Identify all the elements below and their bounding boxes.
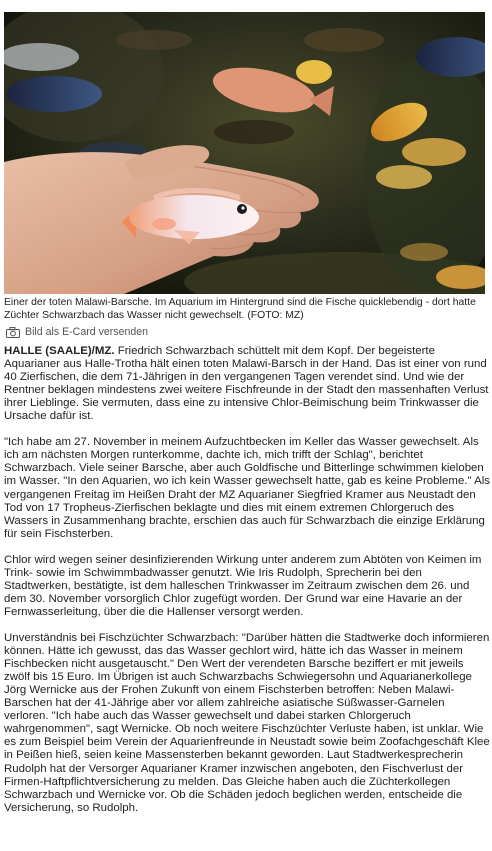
camera-icon — [6, 327, 20, 338]
photo-caption: Einer der toten Malawi-Barsche. Im Aquarium im Hintergrund sind die Fische quicklebendig - dort hatte Züchter Schwarzbach das Wasser nicht gewechselt. (FOTO: MZ) — [4, 297, 476, 321]
article-paragraph-4: Unverständnis bei Fischzüchter Schwarzbach: "Darüber hätten die Stadtwerke doch informieren können. Hätte ich gewusst, das das Wasser gechlort wird, hätte ich das Wasser in meinem Fischbecken nicht ausgetauscht." Den Wert der verendeten Barsche beziffert er mit jeweils zwölf bis 15 Euro. Im Übrigen ist auch Schwarzbachs Schwiegersohn und Aquarianerkollege Jörg Wernicke aus der Frohen Zukunft von einem Fischsterben betroffen: Neben Malawi-Barschen hat der 41-Jährige aber vor allem zahlreiche asiatische Süßwasser-Garnelen verloren. "Ich habe auch das Wasser gewechselt und dabei starken Chlorgeruch wahrgenommen", sagt Wernicke. Ob noch weitere Fischzüchter Verluste haben, ist unklar. Wie es zum Beispiel beim Verein der Aquarienfreunde in Neustadt sowie beim Zoofachgeschäft Klee in Peißen hieß, seien keine Massensterben bekannt geworden. Laut Stadtwerkesprecherin Rudolph hat der Versorger Aquarianer Kramer inzwischen angeboten, den Fischverlust der Firmen-Haftpflichtversicherung zu melden. Das Gleiche haben auch die Züchterkollegen Schwarzbach und Wernicke vor. Ob die Schäden jedoch beglichen werden, entscheide die Versicherung, so Rudolph. — [4, 631, 490, 814]
paragraph-text: Friedrich Schwarzbach schüttelt mit dem Kopf. Der begeisterte Aquarianer aus Halle-Trotha hält einen toten Malawi-Barsch in der Hand. Das ist einer von rund 40 Zierfischen, die dem 71-Jährigen in den vergangenen Tagen verendet sind. Und wie der Rentner beklagen mindestens zwei weitere Fischfreunde in der Stadt den massenhaften Verlust ihrer Lieblinge. Sie vermuten, dass eine zu intensive Chlor-Beimischung beim Trinkwasser die Ursache dafür ist. — [4, 345, 489, 423]
article-body — [4, 345, 490, 827]
article-paragraph-1 — [4, 345, 490, 424]
article-paragraph-2: "Ich habe am 27. November in meinem Aufzuchtbecken im Keller das Wasser gewechselt. Als ich am nächsten Morgen runterkomme, dachte ich, mich trifft der Schlag", berichtet Schwarzbach. Viele seiner Barsche, aber auch Goldfische und Bitterlinge schwimmen kieloben im Wasser. "In den Aquarien, wo ich kein Wasser gewechselt hatte, gab es keine Probleme." Als vergangenen Freitag im Heißen Draht der MZ Aquarianer Siegfried Kramer aus Neustadt den Tod von 17 Tropheus-Zierfischen beklagte und dies mit einem extremen Chlorgeruch des Wassers in Zusammenhang brachte, erschien das auch für Schwarzbach die einzige Erklärung für sein Fischsterben. — [4, 436, 490, 540]
aquarium-hand-fish-image — [4, 12, 485, 294]
article-photo — [4, 12, 485, 294]
ecard-label: Bild als E-Card versenden — [25, 326, 149, 338]
ecard-send-link[interactable] — [6, 325, 148, 339]
dateline: HALLE (SAALE)/MZ. — [4, 345, 115, 357]
article-paragraph-3: Chlor wird wegen seiner desinfizierenden Wirkung unter anderem zum Abtöten von Keimen im Trink- sowie im Schwimmbadwasser genutzt. Wie Iris Rudolph, Sprecherin bei den Stadtwerken, bestätigte, ist dem halleschen Trinkwasser im Zeitraum zwischen dem 26. und dem 30. November vorsorglich Chlor zugefügt worden. Der Grund war eine Havarie an der Fernwasserleitung, über die die Hallenser versorgt werden. — [4, 553, 482, 618]
